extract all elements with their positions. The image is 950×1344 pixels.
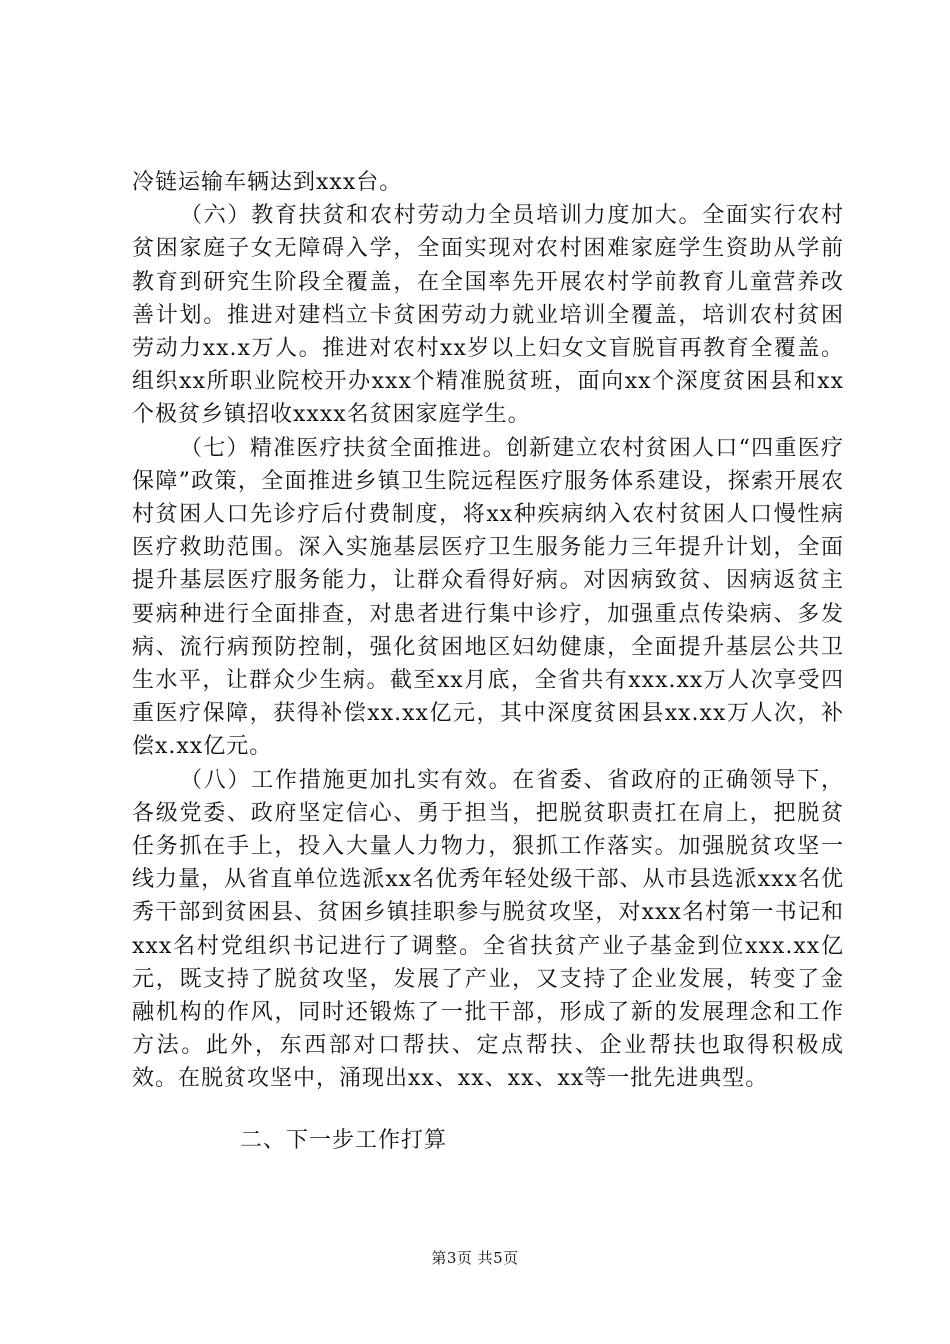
paragraph-work-measures: （八）工作措施更加扎实有效。在省委、省政府的正确领导下，各级党委、政府坚定信心、勇于担当，把脱贫职责扛在肩上，把脱贫任务抓在手上，投入大量人力物力，狠抓工作落实。加强脱贫攻坚一线力量，从省直单位选派xx名优秀年轻处级干部、从市县选派xxx名优秀干部到贫困县、贫困乡镇挂职参与脱贫攻坚，对xxx名村第一书记和xxx名村党组织书记进行了调整。全省扶贫产业子基金到位xxx.xx亿元，既支持了脱贫攻坚，发展了产业，又支持了企业发展，转变了金融机构的作风，同时还锻炼了一批干部，形成了新的发展理念和工作方法。此外，东西部对口帮扶、定点帮扶、企业帮扶也取得积极成效。在脱贫攻坚中，涌现出xx、xx、xx、xx等一批先进典型。 — [132, 767, 844, 1092]
document-body — [132, 166, 844, 1096]
section-heading: 二、下一步工作打算 — [240, 1128, 448, 1153]
paragraph-continuation: 冷链运输车辆达到xxx台。 — [132, 170, 403, 195]
paragraph-medical-poverty-alleviation: （七）精准医疗扶贫全面推进。创新建立农村贫困人口“四重医疗保障”政策，全面推进乡镇卫生院远程医疗服务体系建设，探索开展农村贫困人口先诊疗后付费制度，将xx种疾病纳入农村贫困人口慢性病医疗救助范围。深入实施基层医疗卫生服务能力三年提升计划，全面提升基层医疗服务能力，让群众看得好病。对因病致贫、因病返贫主要病种进行全面排查，对患者进行集中诊疗，加强重点传染病、多发病、流行病预防控制，强化贫困地区妇幼健康，全面提升基层公共卫生水平，让群众少生病。截至xx月底，全省共有xxx.xx万人次享受四重医疗保障，获得补偿xx.xx亿元，其中深度贫困县xx.xx万人次，补偿x.xx亿元。 — [132, 435, 844, 760]
page-footer: 第3页 共5页 — [431, 1249, 519, 1267]
paragraph-education-poverty-alleviation: （六）教育扶贫和农村劳动力全员培训力度加大。全面实行农村贫困家庭子女无障碍入学，全面实现对农村困难家庭学生资助从学前教育到研究生阶段全覆盖，在全国率先开展农村学前教育儿童营养改善计划。推进对建档立卡贫困劳动力就业培训全覆盖，培训农村贫困劳动力xx.x万人。推进对农村xx岁以上妇女文盲脱盲再教育全覆盖。组织xx所职业院校开办xxx个精准脱贫班，面向xx个深度贫困县和xx个极贫乡镇招收xxxx名贫困家庭学生。 — [132, 203, 844, 428]
